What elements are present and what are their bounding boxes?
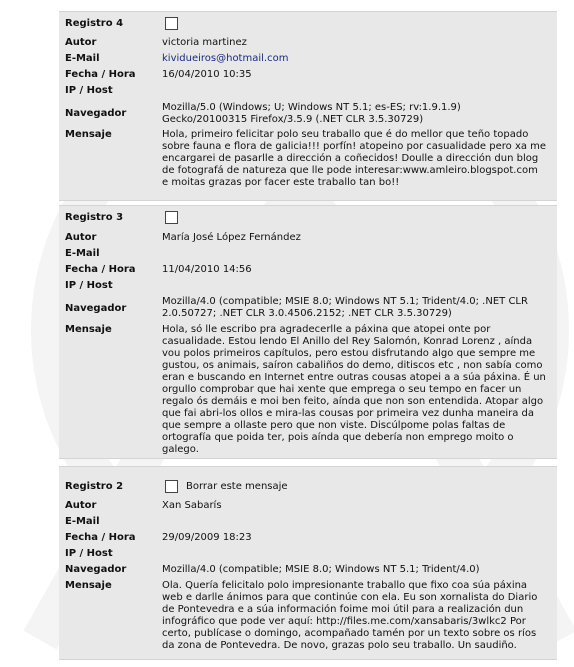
- fecha-label: Fecha / Hora: [65, 264, 136, 275]
- email-label: E-Mail: [65, 248, 100, 259]
- navegador-value: Mozilla/4.0 (compatible; MSIE 8.0; Windows NT 5.1; Trident/4.0): [162, 564, 480, 575]
- mensaje-value: Hola, primeiro felicitar polo seu traballo que é do mellor que teño topado sobre fauna e flora de galicia!!! porfín! atopeino por casualidade pero xa me encargarei de pasarlle a dirección a coñecidos! Doulle a dirección dun blog de fotografá de natureza que lle pode interesar:www.amleiro.blogspot.com e moitas grazas por facer este traballo tan bo!!: [162, 129, 547, 188]
- email-label: E-Mail: [65, 53, 100, 64]
- autor-value: victoria martinez: [162, 37, 247, 48]
- autor-label: Autor: [65, 37, 97, 48]
- record-title: Registro 4: [65, 18, 124, 29]
- autor-value: Xan Sabarís: [162, 500, 222, 511]
- autor-label: Autor: [65, 500, 97, 511]
- mensaje-value: Ola. Quería felicitalo polo impresionante traballo que fixo coa súa páxina web e darlle ánimos para que continúe con ela. Eu son xornalista do Diario de Pontevedra e a súa información foime moi útil para a realización dun infográfico que pode ver aquí: http://files.me.com/xansabaris/3wlkc2 Por certo, publícase o domingo, acompañado tamén por un texto sobre os ríos da zona de Pontevedra. De novo, grazas polo seu traballo. Un saudiño.: [162, 580, 538, 651]
- delete-checkbox[interactable]: [165, 211, 178, 224]
- delete-message-label[interactable]: Borrar este mensaje: [186, 481, 288, 492]
- email-label: E-Mail: [65, 516, 100, 527]
- autor-value: María José López Fernández: [162, 232, 301, 243]
- navegador-value: Mozilla/4.0 (compatible; MSIE 8.0; Windows NT 5.1; Trident/4.0; .NET CLR 2.0.50727; .NET CLR 3.0.4506.2152; .NET CLR 3.5.30729): [162, 296, 528, 319]
- navegador-label: Navegador: [65, 303, 127, 314]
- fecha-value: 16/04/2010 10:35: [162, 69, 252, 80]
- navegador-label: Navegador: [65, 564, 127, 575]
- fecha-label: Fecha / Hora: [65, 69, 136, 80]
- record-4: [59, 11, 557, 201]
- autor-label: Autor: [65, 232, 97, 243]
- fecha-value: 29/09/2009 18:23: [162, 532, 252, 543]
- mensaje-value: Hola, só lle escribo pra agradecerlle a páxina que atopei onte por casualidade. Estou lendo El Anillo del Rey Salomón, Konrad Lorenz , aínda vou polos primeiros capítulos, pero estou disfrutando algo que sempre me gustou, os animais, saíron cabaliños do demo, ditiscos etc , non sabía como eran e buscando en Internet entre outras cousas atopei a a súa páxina. É un orgullo comprobar que hai xente que emprega o seu tempo en facer un regalo ós demáis e moi ben feito, aínda que non son entendida. Atopar algo que fai abri-los ollos e mira-las cousas por primeira vez dunha maneira da que sempre a ollaste pero que non viste. Discúlpome polas faltas de ortografía que poida ter, pois aínda que debería non emprego moito o galego.: [162, 324, 546, 455]
- ip-label: IP / Host: [65, 548, 113, 559]
- mensaje-label: Mensaje: [65, 324, 112, 335]
- delete-checkbox[interactable]: [165, 480, 178, 493]
- record-2: [59, 466, 557, 660]
- navegador-value: Mozilla/5.0 (Windows; U; Windows NT 5.1; es-ES; rv:1.9.1.9) Gecko/20100315 Firefox/3.5.9 (.NET CLR 3.5.30729): [162, 102, 461, 125]
- record-title: Registro 2: [65, 481, 124, 492]
- ip-label: IP / Host: [65, 280, 113, 291]
- ip-label: IP / Host: [65, 85, 113, 96]
- fecha-value: 11/04/2010 14:56: [162, 264, 252, 275]
- navegador-label: Navegador: [65, 108, 127, 119]
- mensaje-label: Mensaje: [65, 580, 112, 591]
- email-link[interactable]: kividueiros@hotmail.com: [162, 53, 289, 64]
- record-3: [59, 205, 557, 459]
- fecha-label: Fecha / Hora: [65, 532, 136, 543]
- mensaje-label: Mensaje: [65, 129, 112, 140]
- delete-checkbox[interactable]: [165, 17, 178, 30]
- record-title: Registro 3: [65, 212, 124, 223]
